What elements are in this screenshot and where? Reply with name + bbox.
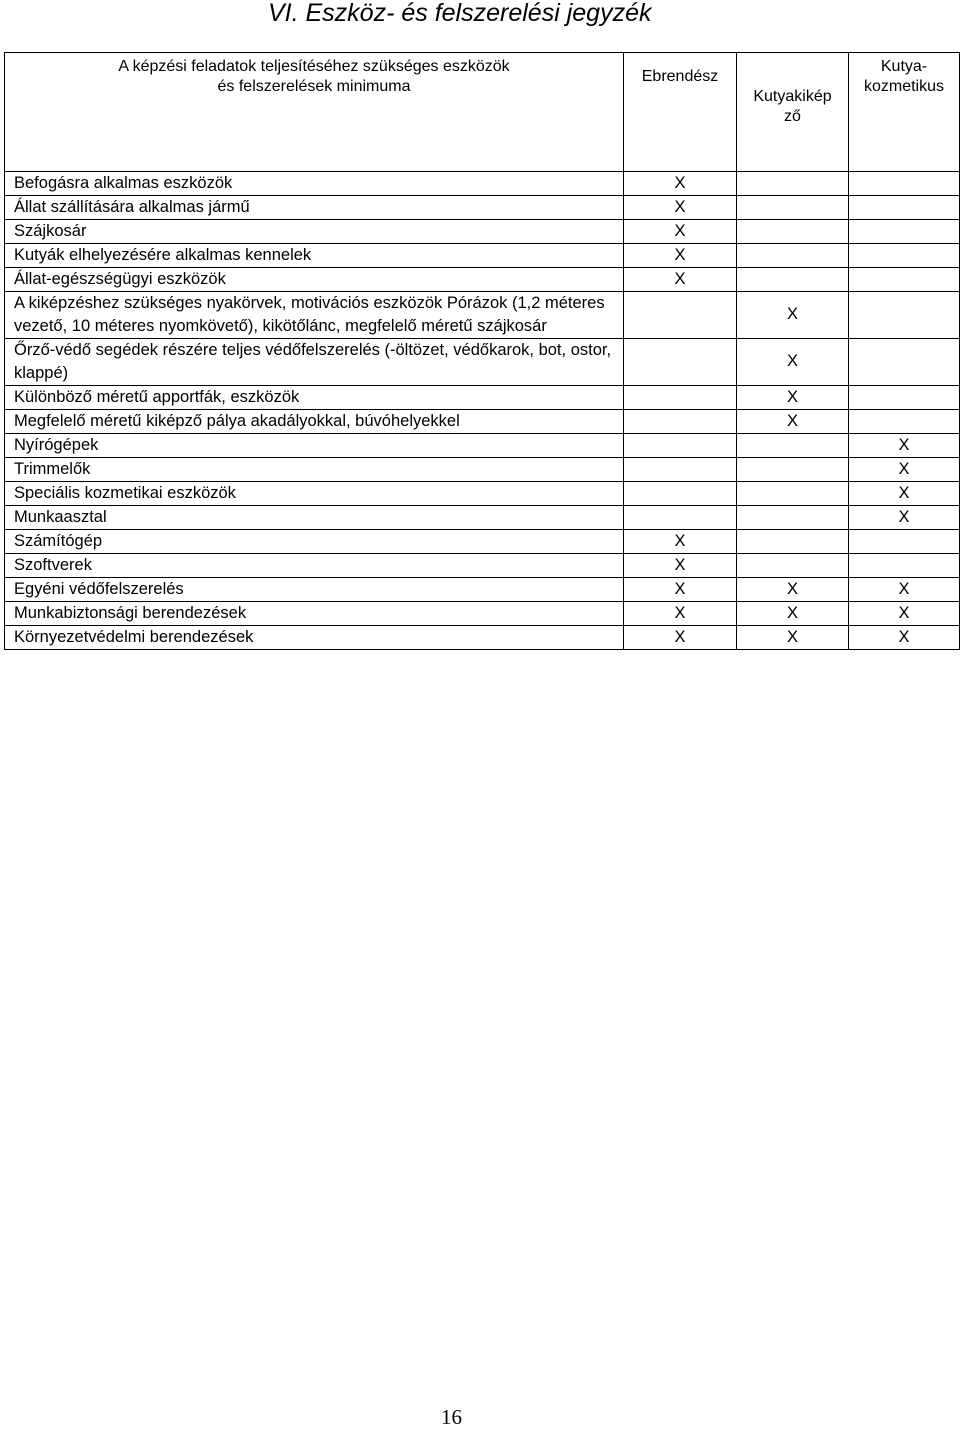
table-row xyxy=(5,602,960,626)
header-ebrendesz xyxy=(624,53,737,172)
table-row xyxy=(5,530,960,554)
mark-kutyakozmetikus xyxy=(849,268,960,292)
row-item: Őrző-védő segédek részére teljes védőfelszerelés (-öltözet, védőkarok, bot, ostor, klappé) xyxy=(5,339,624,386)
mark-kutyakozmetikus xyxy=(849,220,960,244)
table-row xyxy=(5,339,960,386)
row-item: Megfelelő méretű kiképző pálya akadályokkal, búvóhelyekkel xyxy=(5,410,624,434)
mark-kutyakozmetikus: X xyxy=(849,482,960,506)
page-title: VI. Eszköz- és felszerelési jegyzék xyxy=(268,0,652,27)
row-item: Környezetvédelmi berendezések xyxy=(5,626,624,650)
header-kutyakikepzo-line2: ző xyxy=(784,108,801,125)
mark-kutyakikepzo xyxy=(737,458,849,482)
mark-kutyakikepzo: X xyxy=(737,578,849,602)
mark-ebrendesz: X xyxy=(624,626,737,650)
mark-kutyakikepzo xyxy=(737,434,849,458)
mark-kutyakozmetikus: X xyxy=(849,578,960,602)
header-kutyakozmetikus-line1: Kutya- xyxy=(880,58,928,75)
table-header-row xyxy=(5,53,960,172)
mark-kutyakozmetikus xyxy=(849,339,960,386)
mark-kutyakozmetikus: X xyxy=(849,626,960,650)
mark-kutyakozmetikus xyxy=(849,554,960,578)
mark-kutyakozmetikus xyxy=(849,530,960,554)
header-requirements xyxy=(5,53,624,172)
mark-kutyakikepzo xyxy=(737,244,849,268)
mark-kutyakozmetikus: X xyxy=(849,434,960,458)
mark-ebrendesz: X xyxy=(624,554,737,578)
mark-ebrendesz: X xyxy=(624,172,737,196)
table-row xyxy=(5,578,960,602)
mark-kutyakikepzo xyxy=(737,506,849,530)
row-item: Trimmelők xyxy=(5,458,624,482)
mark-ebrendesz: X xyxy=(624,268,737,292)
header-kutyakikepzo-line1: Kutyakikép xyxy=(753,88,832,105)
mark-kutyakozmetikus: X xyxy=(849,458,960,482)
mark-ebrendesz: X xyxy=(624,244,737,268)
mark-ebrendesz xyxy=(624,434,737,458)
mark-ebrendesz xyxy=(624,410,737,434)
mark-ebrendesz: X xyxy=(624,602,737,626)
table-row xyxy=(5,554,960,578)
mark-ebrendesz: X xyxy=(624,530,737,554)
row-item: Munkabiztonsági berendezések xyxy=(5,602,624,626)
row-item: Speciális kozmetikai eszközök xyxy=(5,482,624,506)
mark-ebrendesz xyxy=(624,458,737,482)
table-row xyxy=(5,482,960,506)
row-item: Egyéni védőfelszerelés xyxy=(5,578,624,602)
mark-kutyakikepzo: X xyxy=(737,626,849,650)
header-kutyakozmetikus-line2: kozmetikus xyxy=(863,78,945,95)
row-item: Állat szállítására alkalmas jármű xyxy=(5,196,624,220)
mark-kutyakozmetikus: X xyxy=(849,506,960,530)
table-row xyxy=(5,244,960,268)
row-item: Szájkosár xyxy=(5,220,624,244)
table-row xyxy=(5,196,960,220)
page-number: 16 xyxy=(441,1405,462,1429)
table-row xyxy=(5,386,960,410)
mark-ebrendesz xyxy=(624,339,737,386)
table-row xyxy=(5,458,960,482)
mark-kutyakikepzo: X xyxy=(737,410,849,434)
mark-kutyakikepzo: X xyxy=(737,386,849,410)
row-item: Munkaasztal xyxy=(5,506,624,530)
mark-kutyakikepzo: X xyxy=(737,292,849,339)
table-row xyxy=(5,172,960,196)
mark-kutyakozmetikus xyxy=(849,196,960,220)
mark-kutyakikepzo: X xyxy=(737,602,849,626)
mark-ebrendesz xyxy=(624,386,737,410)
mark-kutyakikepzo xyxy=(737,196,849,220)
table-row xyxy=(5,410,960,434)
mark-ebrendesz xyxy=(624,292,737,339)
mark-kutyakozmetikus xyxy=(849,386,960,410)
mark-kutyakozmetikus xyxy=(849,244,960,268)
row-item: Állat-egészségügyi eszközök xyxy=(5,268,624,292)
mark-ebrendesz: X xyxy=(624,196,737,220)
table-row xyxy=(5,434,960,458)
header-kutyakikepzo xyxy=(737,53,849,172)
header-kutyakozmetikus xyxy=(849,53,960,172)
mark-kutyakikepzo xyxy=(737,268,849,292)
row-item: A kiképzéshez szükséges nyakörvek, motivációs eszközök Pórázok (1,2 méteres vezető, 10 méteres nyomkövető), kikötőlánc, megfelelő méretű szájkosár xyxy=(5,292,624,339)
mark-kutyakozmetikus: X xyxy=(849,602,960,626)
header-requirements-line1: A képzési feladatok teljesítéséhez szükséges eszközök xyxy=(118,58,510,75)
table-row xyxy=(5,626,960,650)
mark-kutyakikepzo xyxy=(737,530,849,554)
mark-kutyakikepzo xyxy=(737,554,849,578)
mark-kutyakikepzo xyxy=(737,482,849,506)
mark-ebrendesz: X xyxy=(624,220,737,244)
row-item: Befogásra alkalmas eszközök xyxy=(5,172,624,196)
row-item: Kutyák elhelyezésére alkalmas kennelek xyxy=(5,244,624,268)
table-row xyxy=(5,268,960,292)
table-row xyxy=(5,506,960,530)
equipment-table xyxy=(4,52,960,650)
table-row xyxy=(5,292,960,339)
mark-kutyakikepzo xyxy=(737,172,849,196)
mark-kutyakozmetikus xyxy=(849,292,960,339)
header-requirements-line2: és felszerelések minimuma xyxy=(217,78,411,95)
mark-kutyakikepzo: X xyxy=(737,339,849,386)
row-item: Számítógép xyxy=(5,530,624,554)
mark-kutyakikepzo xyxy=(737,220,849,244)
mark-ebrendesz: X xyxy=(624,578,737,602)
mark-ebrendesz xyxy=(624,506,737,530)
table-row xyxy=(5,220,960,244)
mark-ebrendesz xyxy=(624,482,737,506)
mark-kutyakozmetikus xyxy=(849,410,960,434)
mark-kutyakozmetikus xyxy=(849,172,960,196)
header-ebrendesz-label: Ebrendész xyxy=(641,68,719,85)
row-item: Szoftverek xyxy=(5,554,624,578)
row-item: Nyírógépek xyxy=(5,434,624,458)
row-item: Különböző méretű apportfák, eszközök xyxy=(5,386,624,410)
